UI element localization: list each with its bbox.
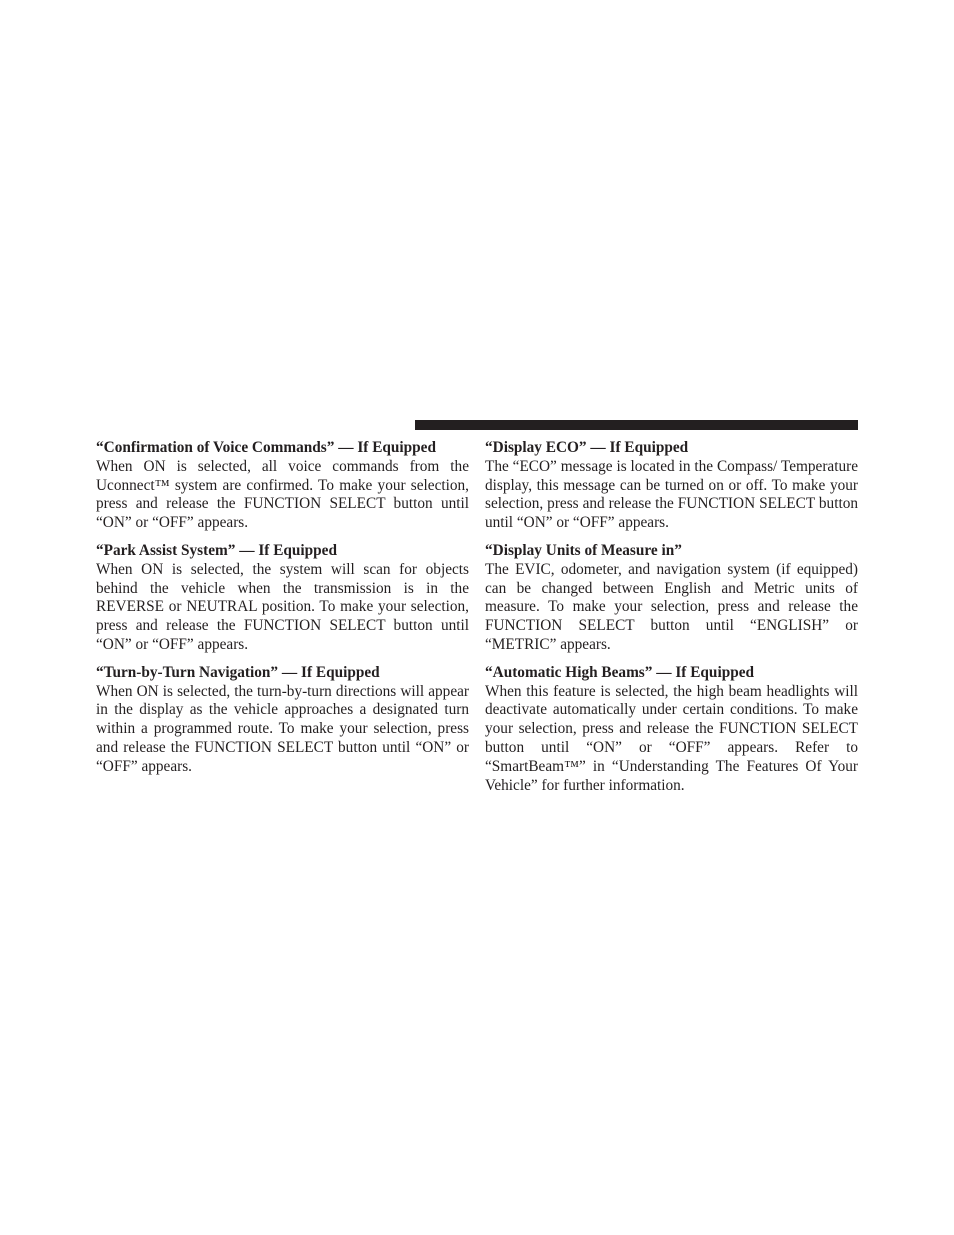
section-body: When this feature is selected, the high beam headlights will deactivate automatically under certain conditions. To make your selection, press and release the FUNCTION SELECT button until “ON” or “OFF” appears. Refer to “SmartBeam™” in “Understanding The Features Of Your Vehicle” for further information. — [485, 682, 858, 794]
section-turn-by-turn-navigation — [96, 664, 469, 777]
section-body: When ON is selected, the turn-by-turn directions will appear in the display as the vehicle approaches a designated turn within a programmed route. To make your selection, press and release the FUNCTION SELECT button until “ON” or “OFF” appears. — [96, 682, 469, 775]
section-body: The “ECO” message is located in the Compass/ Temperature display, this message can be turned on or off. To make your selection, press and release the FUNCTION SELECT button until “ON” or “OFF” appears. — [485, 457, 858, 532]
section-heading: “Automatic High Beams” — If Equipped — [485, 663, 755, 681]
section-body: When ON is selected, the system will scan for objects behind the vehicle when the transmission is in the REVERSE or NEUTRAL position. To make your selection, press and release the FUNCTION SELECT button until “ON” or “OFF” appears. — [96, 560, 469, 653]
section-body: When ON is selected, all voice commands from the Uconnect™ system are confirmed. To make your selection, press and release the FUNCTION SELECT button until “ON” or “OFF” appears. — [96, 457, 469, 532]
section-display-eco — [485, 439, 858, 533]
section-body: The EVIC, odometer, and navigation system (if equipped) can be changed between English and Metric units of measure. To make your selection, press and release the FUNCTION SELECT button until “ENGLISH” or “METRIC” appears. — [485, 560, 858, 653]
section-heading: “Turn-by-Turn Navigation” — If Equipped — [96, 663, 380, 681]
section-confirmation-voice-commands — [96, 439, 469, 533]
section-automatic-high-beams — [485, 664, 858, 796]
section-heading: “Display ECO” — If Equipped — [485, 439, 689, 456]
section-display-units-of-measure — [485, 542, 858, 655]
left-column — [96, 439, 469, 786]
section-park-assist-system — [96, 542, 469, 655]
section-header-bar — [415, 420, 858, 430]
section-heading: “Park Assist System” — If Equipped — [96, 541, 337, 559]
section-heading: “Confirmation of Voice Commands” — If Equipped — [96, 439, 436, 456]
right-column — [485, 439, 858, 804]
section-heading: “Display Units of Measure in” — [485, 541, 682, 559]
